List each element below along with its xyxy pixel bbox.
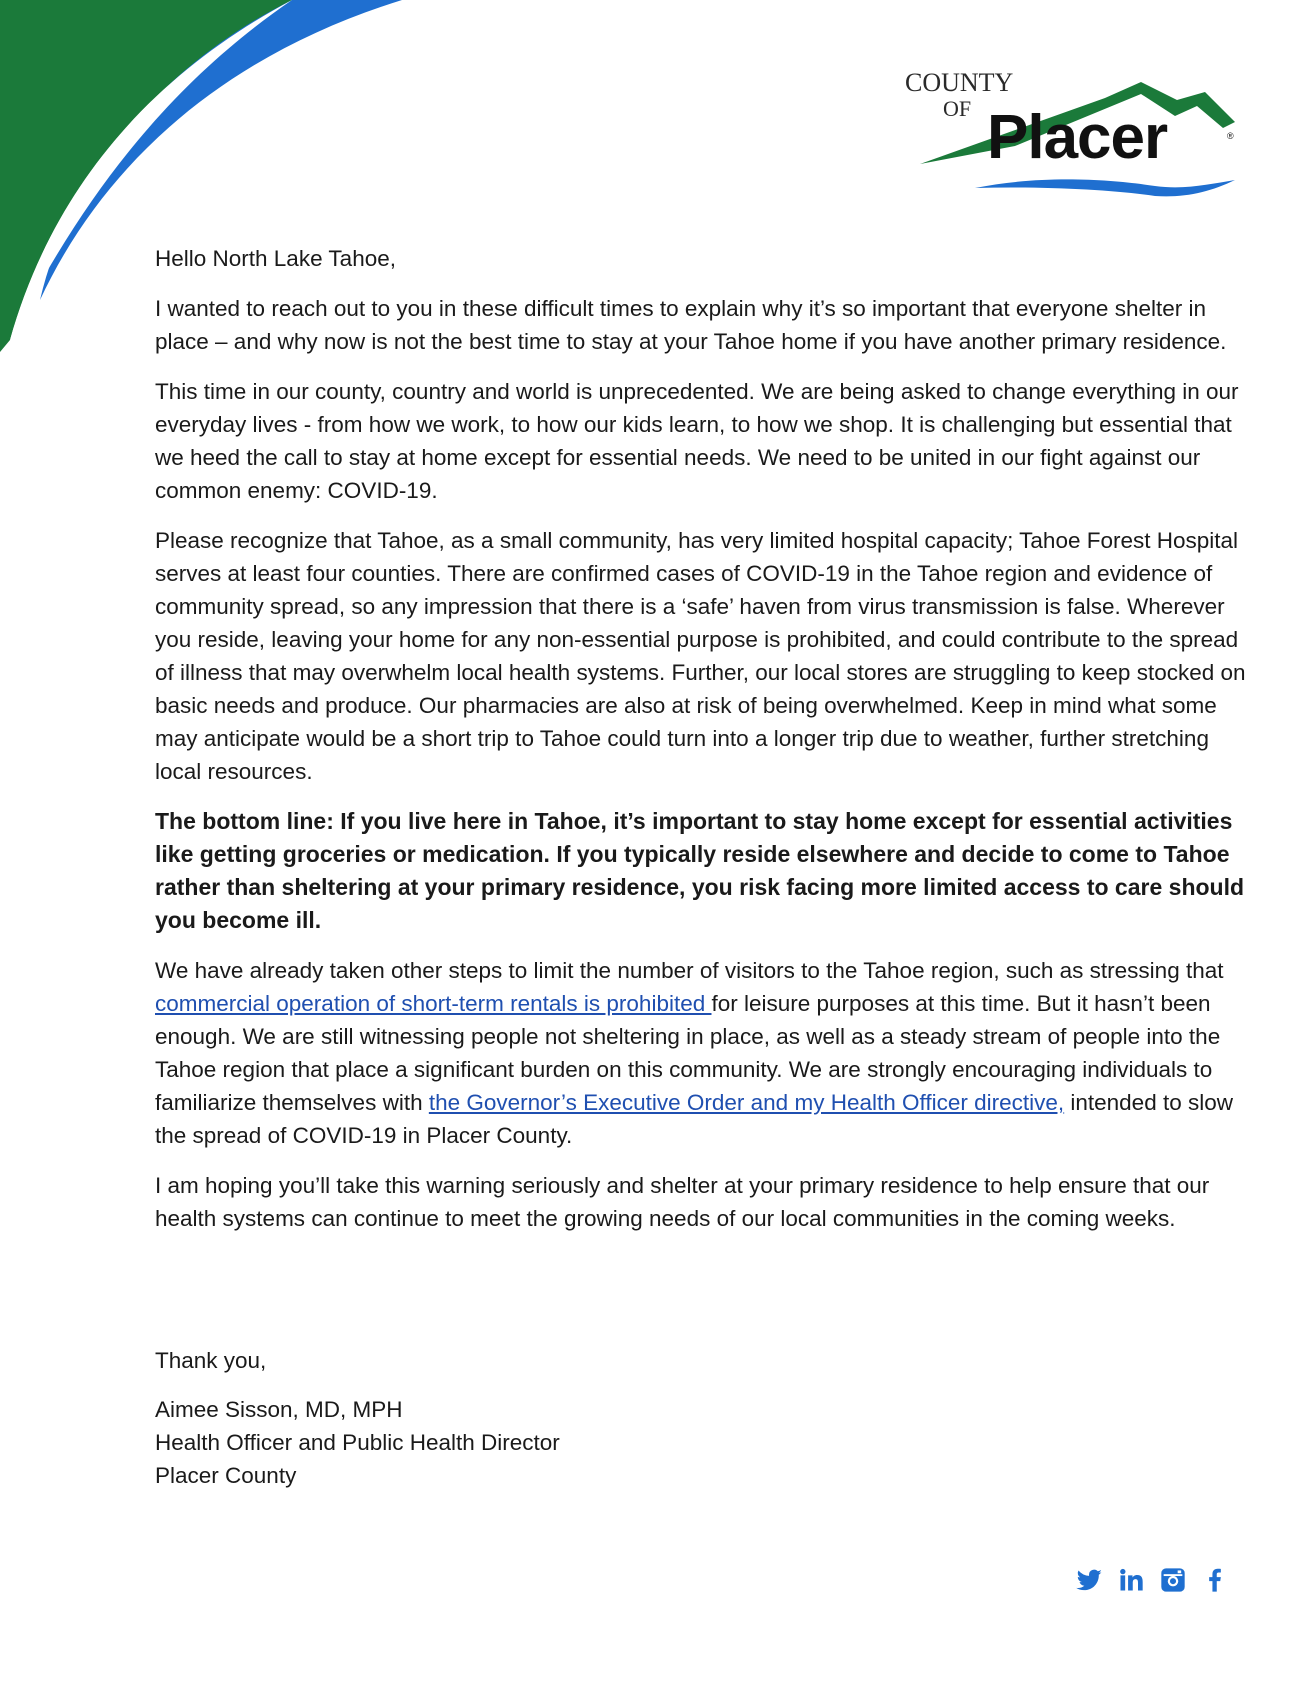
- letter-body: [155, 242, 1260, 1252]
- logo-of-text: OF: [943, 96, 972, 121]
- paragraph-5-text-a: We have already taken other steps to limit the number of visitors to the Tahoe region, such as stressing that: [155, 958, 1224, 983]
- paragraph-5-text-b: for leisure purposes at this time. But it hasn’t been enough. We are still witnessing people not sheltering in place, as well as a steady stream of people into the Tahoe region that place a significant burden on this community. We are strongly encouraging individuals to familiarize themselves with: [155, 991, 1221, 1115]
- bottom-line-paragraph: The bottom line: If you live here in Tahoe, it’s important to stay home except for essential activities like getting groceries or medication. If you typically reside elsewhere and decide to come to Tahoe rather than sheltering at your primary residence, you risk facing more limited access to care should you become ill.: [155, 808, 1245, 933]
- social-links: [1075, 1562, 1229, 1598]
- paragraph-5: [155, 954, 1260, 1152]
- facebook-icon[interactable]: [1201, 1566, 1229, 1594]
- paragraph-5-text-c: intended to slow the spread of COVID-19 in Placer County.: [155, 1090, 1233, 1148]
- twitter-icon[interactable]: [1075, 1566, 1103, 1594]
- short-term-rentals-link[interactable]: commercial operation of short-term rentals is prohibited: [155, 991, 712, 1016]
- signature-organization: Placer County: [155, 1463, 297, 1488]
- linkedin-icon[interactable]: [1117, 1566, 1145, 1594]
- greeting: Hello North Lake Tahoe,: [155, 246, 396, 271]
- instagram-icon[interactable]: [1159, 1566, 1187, 1594]
- paragraph-3: Please recognize that Tahoe, as a small community, has very limited hospital capacity; Tahoe Forest Hospital serves at least four counties. There are confirmed cases of COVID-19 in the Tahoe region and evidence of community spread, so any impression that there is a ‘safe’ haven from virus transmission is false. Wherever you reside, leaving your home for any non-essential purpose is prohibited, and could contribute to the spread of illness that may overwhelm local health systems. Further, our local stores are struggling to keep stocked on basic needs and produce. Our pharmacies are also at risk of being overwhelmed. Keep in mind what some may anticipate would be a short trip to Tahoe could turn into a longer trip due to weather, further stretching local resources.: [155, 528, 1246, 784]
- signoff: Thank you,: [155, 1348, 267, 1373]
- paragraph-2: This time in our county, country and world is unprecedented. We are being asked to change everything in our everyday lives - from how we work, to how our kids learn, to how we shop. It is challenging but essential that we heed the call to stay at home except for essential needs. We need to be united in our fight against our common enemy: COVID-19.: [155, 379, 1239, 503]
- paragraph-6: I am hoping you’ll take this warning seriously and shelter at your primary residence to help ensure that our health systems can continue to meet the growing needs of our local communities in the coming weeks.: [155, 1173, 1210, 1231]
- logo-registered-mark: ®: [1227, 131, 1234, 141]
- signature-name: Aimee Sisson, MD, MPH: [155, 1397, 403, 1422]
- logo-placer-text: Placer: [987, 103, 1168, 172]
- signature-block: [155, 1393, 560, 1492]
- paragraph-1: I wanted to reach out to you in these difficult times to explain why it’s so important that everyone shelter in place – and why now is not the best time to stay at your Tahoe home if you have another primary residence.: [155, 296, 1227, 354]
- signature-title: Health Officer and Public Health Director: [155, 1430, 560, 1455]
- county-logo: [905, 62, 1235, 202]
- logo-county-text: COUNTY: [905, 68, 1014, 97]
- executive-order-link[interactable]: the Governor’s Executive Order and my Health Officer directive,: [428, 1090, 1065, 1115]
